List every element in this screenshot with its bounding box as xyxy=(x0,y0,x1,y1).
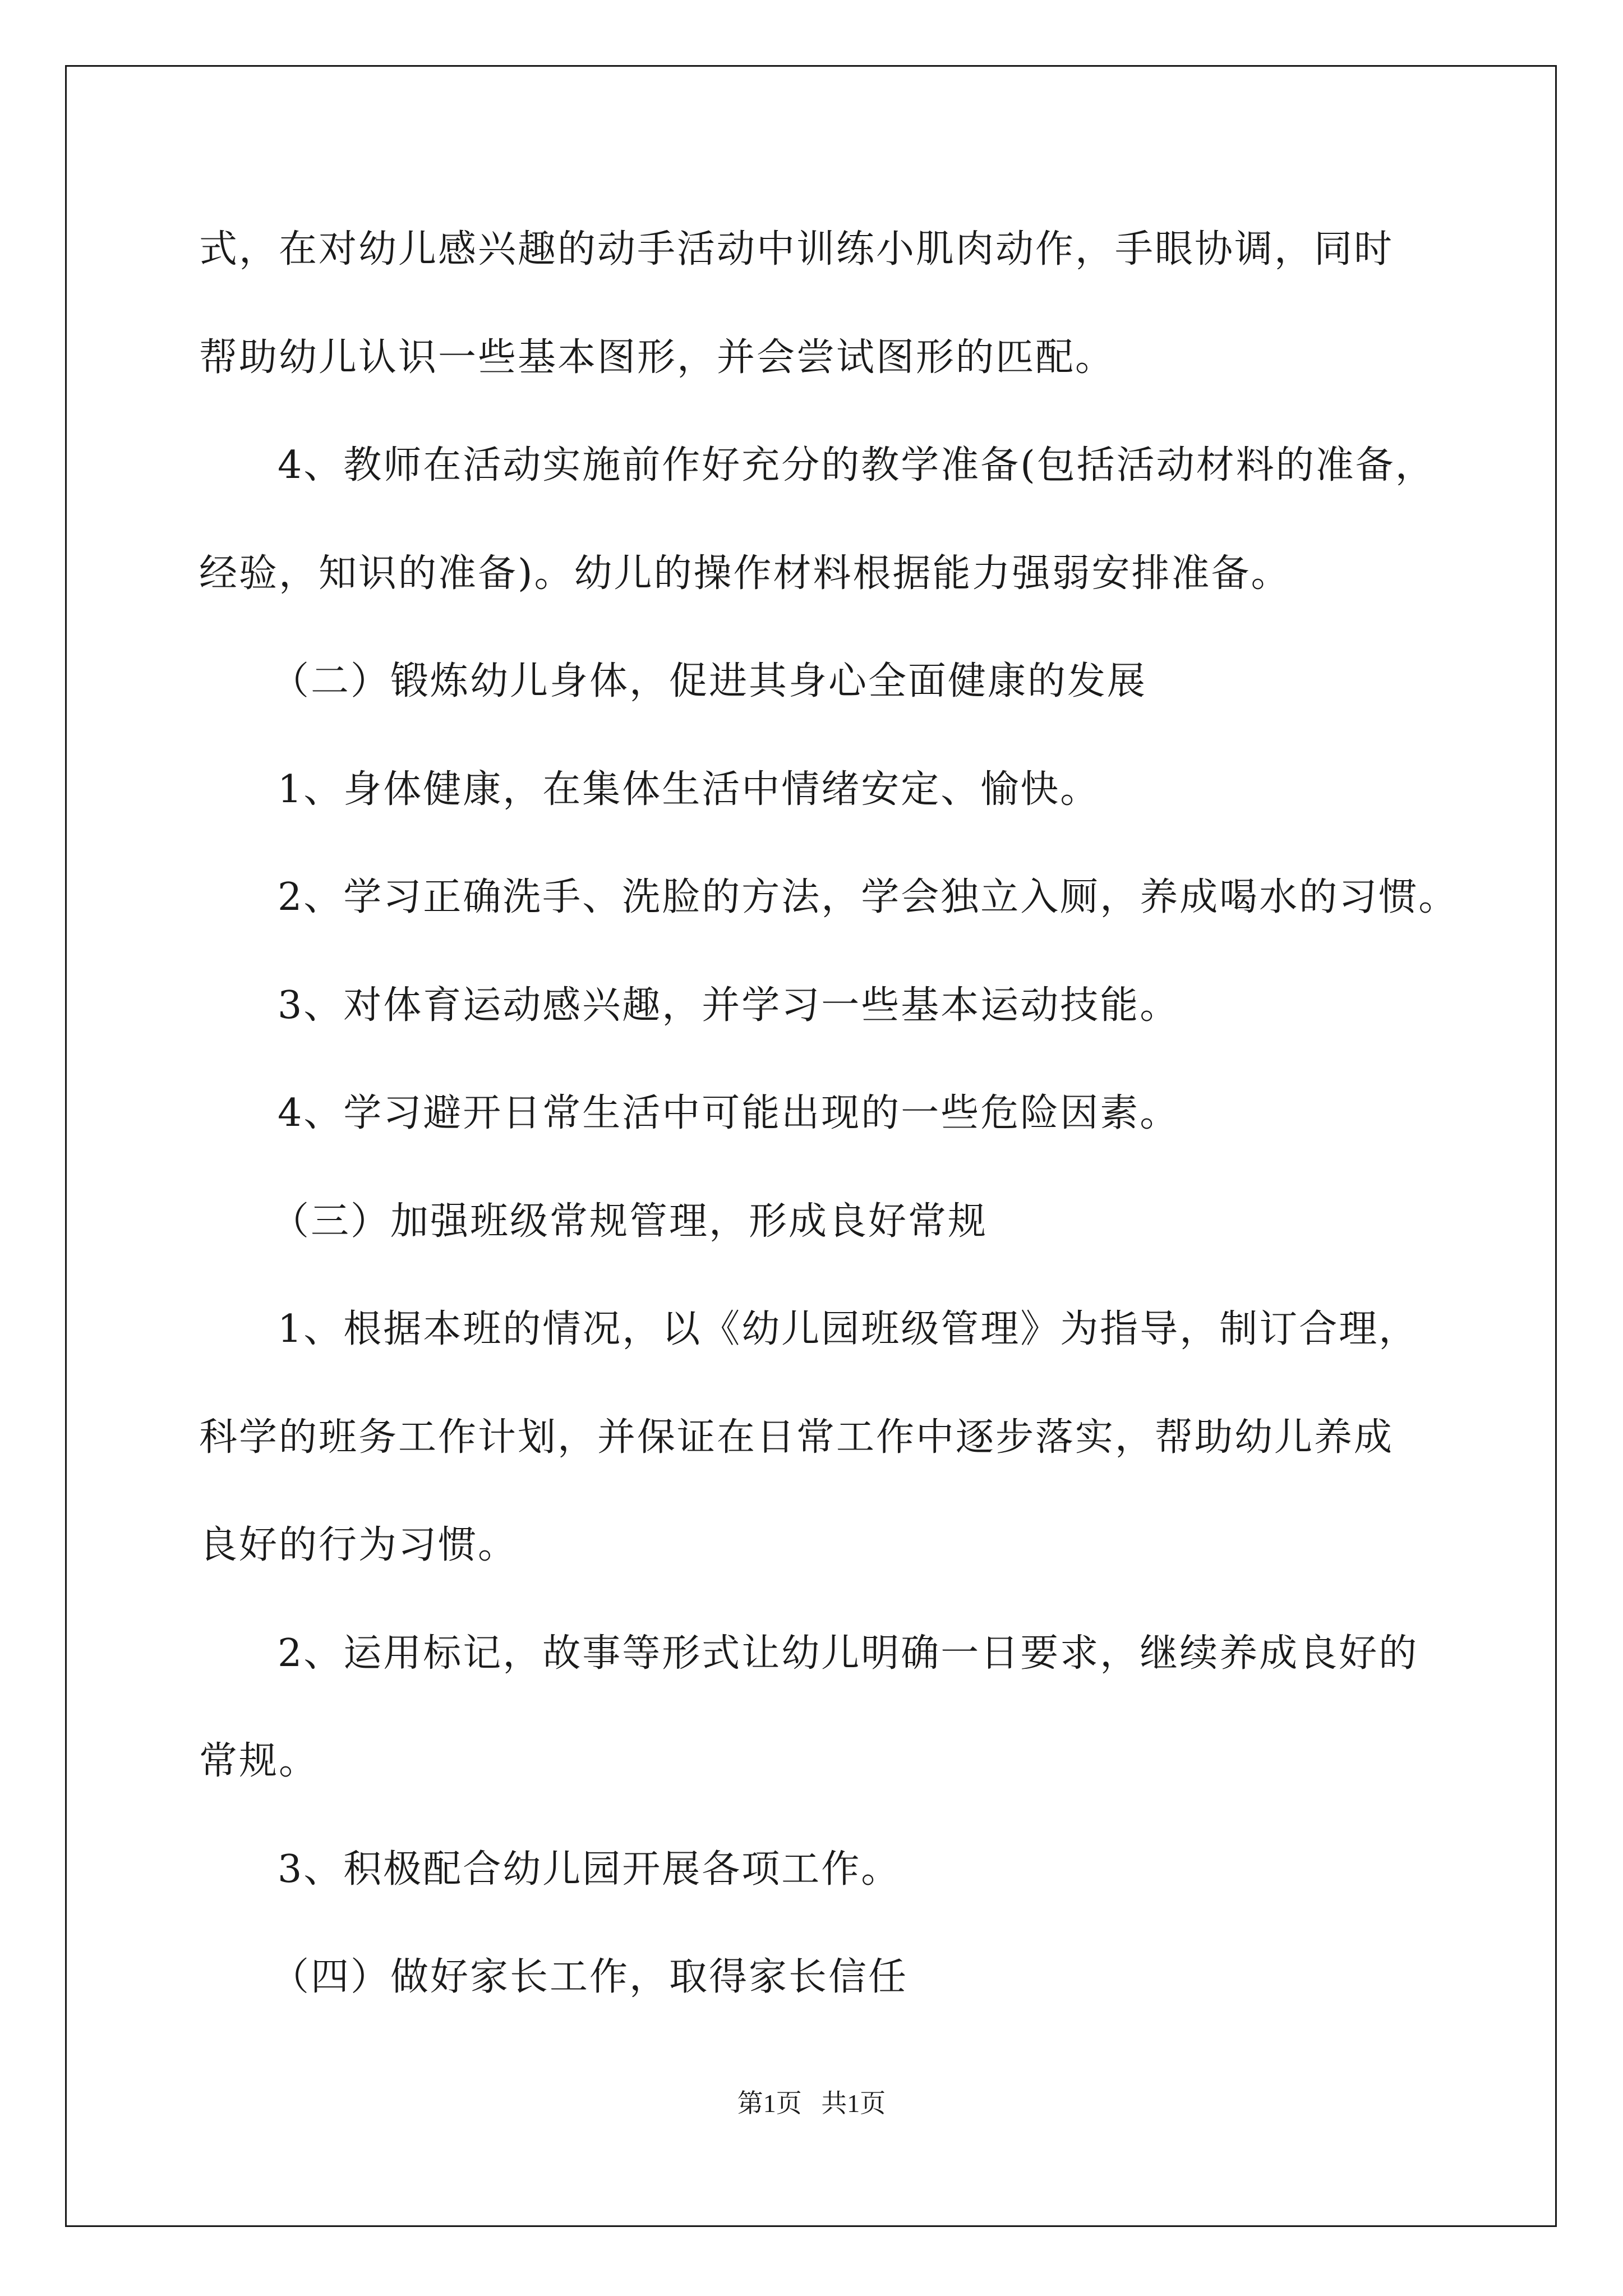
text-line: 式，在对幼儿感兴趣的动手活动中训练小肌肉动作，手眼协调，同时 xyxy=(199,227,1394,272)
section-heading: （三）加强班级常规管理，形成良好常规 xyxy=(271,1199,988,1244)
text-line: 4、学习避开日常生活中可能出现的一些危险因素。 xyxy=(278,1091,1180,1135)
text-line: 3、积极配合幼儿园开展各项工作。 xyxy=(278,1847,901,1892)
section-heading: （二）锻炼幼儿身体，促进其身心全面健康的发展 xyxy=(271,659,1147,703)
page-border xyxy=(65,65,1557,2227)
text-line: 4、教师在活动实施前作好充分的教学准备(包括活动材料的准备， xyxy=(278,443,1435,487)
text-line: 帮助幼儿认识一些基本图形，并会尝试图形的匹配。 xyxy=(199,335,1115,380)
text-line: 常规。 xyxy=(199,1739,319,1783)
text-line: 2、运用标记，故事等形式让幼儿明确一日要求，继续养成良好的 xyxy=(278,1631,1419,1676)
text-line: 科学的班务工作计划，并保证在日常工作中逐步落实，帮助幼儿养成 xyxy=(199,1415,1394,1460)
text-line: 经验，知识的准备)。幼儿的操作材料根据能力强弱安排准备。 xyxy=(199,551,1291,596)
section-heading: （四）做好家长工作，取得家长信任 xyxy=(271,1955,909,1999)
text-line: 2、学习正确洗手、洗脸的方法，学会独立入厕，养成喝水的习惯。 xyxy=(278,875,1459,919)
page-number-footer: 第1页 共1页 xyxy=(737,2089,886,2118)
text-line: 1、身体健康，在集体生活中情绪安定、愉快。 xyxy=(278,767,1100,812)
text-line: 良好的行为习惯。 xyxy=(199,1523,518,1567)
text-line: 3、对体育运动感兴趣，并学习一些基本运动技能。 xyxy=(278,983,1180,1028)
text-line: 1、根据本班的情况，以《幼儿园班级管理》为指导，制订合理， xyxy=(278,1307,1419,1351)
